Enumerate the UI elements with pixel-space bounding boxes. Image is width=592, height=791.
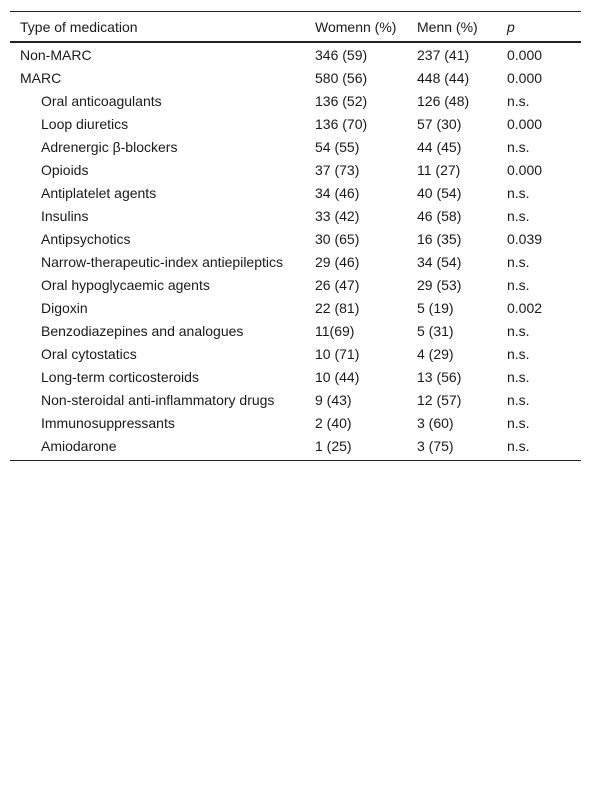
medication-name-cell: Non-MARC <box>20 47 92 63</box>
p-value-cell: 0.000 <box>507 47 543 63</box>
p-value-cell: n.s. <box>507 277 530 293</box>
table-row <box>10 228 581 251</box>
p-value-cell: n.s. <box>507 208 530 224</box>
men-value-cell: 5 (31) <box>417 323 454 339</box>
medication-name-cell: Opioids <box>41 162 89 178</box>
men-value-cell: 46 (58) <box>417 208 462 224</box>
medication-name-cell: Antiplatelet agents <box>41 185 157 201</box>
women-value-cell: 580 (56) <box>315 70 368 86</box>
medication-name-cell: Antipsychotics <box>41 231 131 247</box>
header-p-value: p <box>507 19 515 35</box>
p-value-cell: 0.000 <box>507 70 543 86</box>
p-value-cell: n.s. <box>507 323 530 339</box>
medication-name-cell: Narrow-therapeutic-index antiepileptics <box>41 254 284 270</box>
men-value-cell: 126 (48) <box>417 93 470 109</box>
women-value-cell: 30 (65) <box>315 231 360 247</box>
medication-name-cell: Non-steroidal anti-inflammatory drugs <box>41 392 275 408</box>
p-value-cell: 0.000 <box>507 162 543 178</box>
men-value-cell: 44 (45) <box>417 139 462 155</box>
men-value-cell: 3 (75) <box>417 438 454 454</box>
women-value-cell: 33 (42) <box>315 208 360 224</box>
women-value-cell: 346 (59) <box>315 47 368 63</box>
women-value-cell: 26 (47) <box>315 277 360 293</box>
medication-name-cell: Insulins <box>41 208 89 224</box>
header-type-of-medication: Type of medication <box>20 19 138 35</box>
men-value-cell: 3 (60) <box>417 415 454 431</box>
table-body <box>10 43 581 460</box>
men-value-cell: 11 (27) <box>417 162 461 178</box>
medication-name-cell: Oral cytostatics <box>41 346 137 362</box>
p-value-cell: 0.002 <box>507 300 543 316</box>
men-value-cell: 57 (30) <box>417 116 462 132</box>
p-value-cell: n.s. <box>507 254 530 270</box>
table-row <box>10 205 581 228</box>
men-value-cell: 13 (56) <box>417 369 462 385</box>
women-value-cell: 11(69) <box>315 323 355 339</box>
table-row <box>10 159 581 182</box>
table-row <box>10 113 581 136</box>
women-value-cell: 136 (70) <box>315 116 368 132</box>
table-row <box>10 297 581 320</box>
table-row <box>10 412 581 435</box>
header-men: Menn (%) <box>417 19 478 35</box>
p-value-cell: 0.039 <box>507 231 543 247</box>
men-value-cell: 34 (54) <box>417 254 462 270</box>
women-value-cell: 34 (46) <box>315 185 360 201</box>
table-row <box>10 435 581 458</box>
medication-name-cell: Oral anticoagulants <box>41 93 162 109</box>
women-value-cell: 1 (25) <box>315 438 352 454</box>
medication-name-cell: Benzodiazepines and analogues <box>41 323 244 339</box>
table-row <box>10 136 581 159</box>
men-value-cell: 40 (54) <box>417 185 462 201</box>
men-value-cell: 5 (19) <box>417 300 454 316</box>
men-value-cell: 29 (53) <box>417 277 462 293</box>
medication-name-cell: Oral hypoglycaemic agents <box>41 277 210 293</box>
medication-name-cell: Immunosuppressants <box>41 415 175 431</box>
table-row <box>10 366 581 389</box>
medication-name-cell: Loop diuretics <box>41 116 129 132</box>
medication-table <box>10 11 581 461</box>
medication-name-cell: Adrenergic β-blockers <box>41 139 178 155</box>
medication-name-cell: Long-term corticosteroids <box>41 369 199 385</box>
women-value-cell: 37 (73) <box>315 162 360 178</box>
table-row <box>10 389 581 412</box>
p-value-cell: n.s. <box>507 369 530 385</box>
men-value-cell: 16 (35) <box>417 231 462 247</box>
women-value-cell: 10 (71) <box>315 346 360 362</box>
table-row <box>10 320 581 343</box>
medication-name-cell: Digoxin <box>41 300 88 316</box>
women-value-cell: 10 (44) <box>315 369 360 385</box>
header-women: Womenn (%) <box>315 19 397 35</box>
p-value-cell: n.s. <box>507 392 530 408</box>
men-value-cell: 4 (29) <box>417 346 454 362</box>
p-value-cell: n.s. <box>507 139 530 155</box>
women-value-cell: 136 (52) <box>315 93 368 109</box>
p-value-cell: n.s. <box>507 185 530 201</box>
women-value-cell: 29 (46) <box>315 254 360 270</box>
men-value-cell: 237 (41) <box>417 47 470 63</box>
women-value-cell: 22 (81) <box>315 300 360 316</box>
medication-name-cell: Amiodarone <box>41 438 117 454</box>
table-header-row <box>10 12 581 43</box>
medication-name-cell: MARC <box>20 70 62 86</box>
table-row <box>10 274 581 297</box>
men-value-cell: 12 (57) <box>417 392 462 408</box>
women-value-cell: 54 (55) <box>315 139 360 155</box>
table-row <box>10 67 581 90</box>
p-value-cell: n.s. <box>507 346 530 362</box>
p-value-cell: 0.000 <box>507 116 543 132</box>
table-row <box>10 182 581 205</box>
women-value-cell: 9 (43) <box>315 392 352 408</box>
table-row <box>10 90 581 113</box>
p-value-cell: n.s. <box>507 93 530 109</box>
men-value-cell: 448 (44) <box>417 70 470 86</box>
women-value-cell: 2 (40) <box>315 415 352 431</box>
p-value-cell: n.s. <box>507 415 530 431</box>
table-row <box>10 44 581 67</box>
p-value-cell: n.s. <box>507 438 530 454</box>
table-row <box>10 343 581 366</box>
table-row <box>10 251 581 274</box>
